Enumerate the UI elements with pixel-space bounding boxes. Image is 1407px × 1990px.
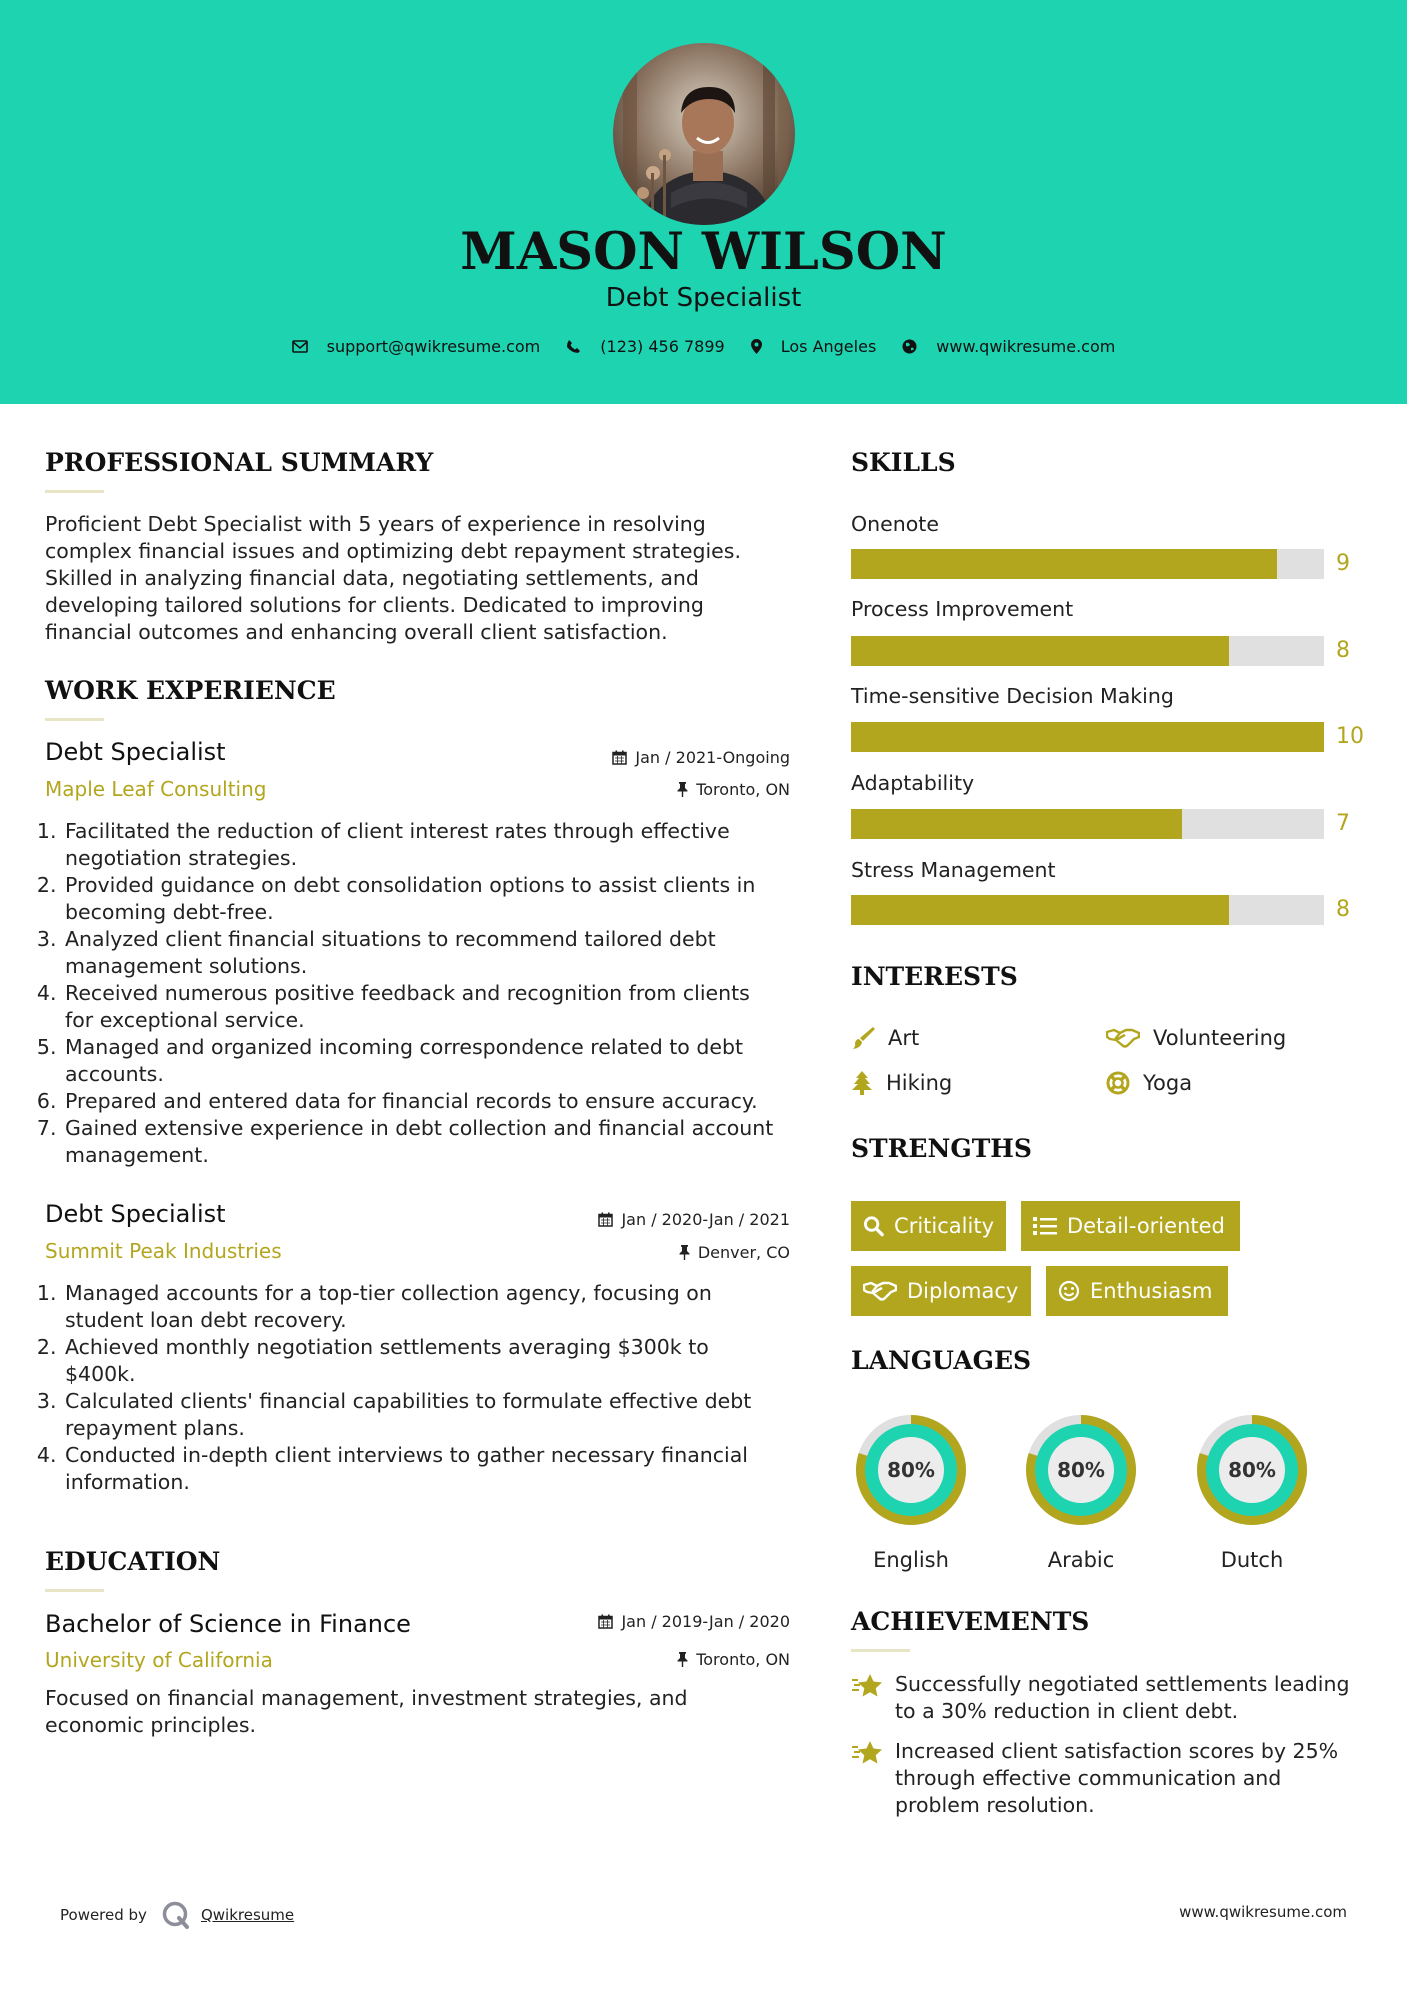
skill-name: Process Improvement [851, 597, 1074, 621]
interest-item [1106, 1026, 1286, 1050]
search-icon [863, 1215, 884, 1237]
calendar-icon [612, 750, 627, 765]
summary-heading: PROFESSIONAL SUMMARY [45, 448, 434, 477]
duty-item: 1. Managed accounts for a top-tier collection agency, focusing on student loan debt recovery. [63, 1280, 797, 1334]
contact-email[interactable] [292, 337, 541, 356]
achievement-item [851, 1671, 1371, 1725]
achievement-text: Increased client satisfaction scores by 25% through effective communication and problem resolution. [895, 1739, 1339, 1817]
skill-value: 9 [1336, 551, 1350, 576]
education-location-text: Toronto, ON [696, 1650, 790, 1669]
strength-badge [851, 1266, 1031, 1316]
contact-email-text: support@qwikresume.com [326, 337, 541, 356]
list-icon [1033, 1216, 1057, 1236]
summary-line: developing tailored solutions for clients. Dedicated to improving [45, 593, 704, 617]
calendar-icon [598, 1212, 613, 1227]
achievement-text: Successfully negotiated settlements leading to a 30% reduction in client debt. [895, 1672, 1350, 1723]
skill-value: 10 [1336, 724, 1364, 749]
skill-bar-track [851, 549, 1324, 579]
candidate-title: Debt Specialist [605, 283, 802, 313]
job-date-text: Jan / 2021-Ongoing [635, 748, 790, 767]
pushpin-icon [677, 782, 688, 797]
job-location [677, 780, 790, 799]
handshake-icon [863, 1280, 897, 1302]
skills-heading: SKILLS [851, 448, 956, 477]
summary-underline [45, 490, 104, 493]
duty-item: 3. Analyzed client financial situations to recommend tailored debt management solutions. [63, 926, 797, 980]
smile-icon [1058, 1280, 1080, 1302]
job-date [612, 748, 790, 767]
skill-bar-track [851, 809, 1324, 839]
job-duties [37, 818, 797, 1169]
contact-website[interactable] [902, 337, 1115, 356]
duty-item: 5. Managed and organized incoming correspondence related to debt accounts. [63, 1034, 797, 1088]
footer-website[interactable]: www.qwikresume.com [1179, 1903, 1347, 1921]
languages-heading: LANGUAGES [851, 1346, 1032, 1375]
duty-item: 7. Gained extensive experience in debt collection and financial account management. [63, 1115, 797, 1169]
education-heading: EDUCATION [45, 1547, 221, 1576]
duty-item: 4. Conducted in-depth client interviews to gather necessary financial information. [63, 1442, 797, 1496]
strength-label: Detail-oriented [1067, 1214, 1225, 1238]
skill-bar-fill [851, 549, 1277, 579]
language-percent: 80% [1228, 1458, 1276, 1482]
map-pin-icon [751, 339, 762, 354]
job-date-text: Jan / 2020-Jan / 2021 [621, 1210, 790, 1229]
skill-value: 8 [1336, 638, 1350, 663]
achievements-heading: ACHIEVEMENTS [851, 1607, 1090, 1636]
powered-by-label: Powered by [60, 1906, 147, 1924]
education-date [598, 1612, 790, 1631]
achievement-item [851, 1738, 1371, 1819]
job-location-text: Toronto, ON [696, 780, 790, 799]
language-ring-chart [849, 1408, 973, 1532]
duty-item: 1. Facilitated the reduction of client interest rates through effective negotiation strategies. [63, 818, 797, 872]
contact-phone-text: (123) 456 7899 [600, 337, 725, 356]
skill-bar-fill [851, 895, 1229, 925]
interest-item [851, 1071, 952, 1095]
strength-label: Diplomacy [907, 1279, 1019, 1303]
language-ring-chart [1019, 1408, 1143, 1532]
skill-bar-track [851, 722, 1324, 752]
job-location-text: Denver, CO [697, 1243, 790, 1262]
education-degree: Bachelor of Science in Finance [45, 1610, 411, 1638]
envelope-icon [292, 340, 308, 353]
language-name: Dutch [1220, 1548, 1284, 1572]
experience-underline [45, 718, 104, 721]
job-duties [37, 1280, 797, 1496]
interest-label: Hiking [886, 1071, 953, 1095]
strength-label: Enthusiasm [1090, 1279, 1213, 1303]
skill-name: Time-sensitive Decision Making [851, 684, 1174, 708]
interest-label: Yoga [1143, 1071, 1193, 1095]
achievements-underline [851, 1649, 910, 1652]
skill-bar-fill [851, 722, 1324, 752]
language-percent: 80% [887, 1458, 935, 1482]
contact-location [751, 337, 877, 356]
language-name: English [873, 1548, 949, 1572]
contact-location-text: Los Angeles [780, 337, 877, 356]
experience-heading: WORK EXPERIENCE [45, 676, 336, 705]
duty-item: 4. Received numerous positive feedback and recognition from clients for exceptional service. [63, 980, 797, 1034]
contact-website-text: www.qwikresume.com [936, 337, 1116, 356]
education-underline [45, 1589, 104, 1592]
language-item [1190, 1408, 1314, 1572]
summary-line: Proficient Debt Specialist with 5 years of experience in resolving [45, 512, 706, 536]
contact-phone[interactable] [566, 337, 724, 356]
education-date-text: Jan / 2019-Jan / 2020 [621, 1612, 790, 1631]
duty-item: 6. Prepared and entered data for financial records to ensure accuracy. [63, 1088, 797, 1115]
phone-icon [566, 339, 581, 354]
education-line: Focused on financial management, investment strategies, and [45, 1686, 688, 1710]
summary-line: financial outcomes and enhancing overall client satisfaction. [45, 620, 668, 644]
language-ring-chart [1190, 1408, 1314, 1532]
job-company: Maple Leaf Consulting [45, 777, 267, 801]
candidate-name: MASON WILSON [460, 222, 947, 282]
strengths-heading: STRENGTHS [851, 1134, 1032, 1163]
summary-line: complex financial issues and optimizing debt repayment strategies. [45, 539, 741, 563]
qwikresume-logo-icon [161, 1900, 191, 1930]
tree-icon [851, 1071, 873, 1095]
interest-label: Volunteering [1153, 1026, 1287, 1050]
skill-value: 8 [1336, 897, 1350, 922]
pushpin-icon [677, 1652, 688, 1667]
qwikresume-link[interactable]: Qwikresume [200, 1906, 295, 1924]
duty-item: 3. Calculated clients' financial capabilities to formulate effective debt repayment plans. [63, 1388, 797, 1442]
star-award-icon [851, 1673, 883, 1699]
interest-label: Art [888, 1026, 920, 1050]
lifebuoy-icon [1106, 1071, 1130, 1095]
star-award-icon [851, 1740, 883, 1766]
skill-bar-fill [851, 809, 1182, 839]
job-date [598, 1210, 790, 1229]
skill-name: Stress Management [851, 858, 1056, 882]
summary-text [45, 511, 785, 646]
skill-bar-fill [851, 636, 1229, 666]
skill-value: 7 [1336, 811, 1350, 836]
interests-heading: INTERESTS [851, 962, 1018, 991]
education-school: University of California [45, 1648, 273, 1672]
skill-bar-track [851, 636, 1324, 666]
job-role: Debt Specialist [45, 738, 226, 766]
language-name: Arabic [1047, 1548, 1115, 1572]
globe-icon [902, 339, 917, 354]
skill-bar-track [851, 895, 1324, 925]
skill-name: Onenote [851, 512, 939, 536]
skill-name: Adaptability [851, 771, 975, 795]
language-item [849, 1408, 973, 1572]
strength-label: Criticality [894, 1214, 994, 1238]
resume-header [0, 0, 1407, 404]
profile-photo-image [613, 43, 795, 225]
duty-item: 2. Achieved monthly negotiation settlements averaging $300k to $400k. [63, 1334, 797, 1388]
summary-line: Skilled in analyzing financial data, negotiating settlements, and [45, 566, 699, 590]
language-item [1019, 1408, 1143, 1572]
job-company: Summit Peak Industries [45, 1239, 282, 1263]
job-role: Debt Specialist [45, 1200, 226, 1228]
duty-item: 2. Provided guidance on debt consolidation options to assist clients in becoming debt-free. [63, 872, 797, 926]
education-location [677, 1650, 790, 1669]
interest-item [851, 1026, 919, 1050]
education-line: economic principles. [45, 1713, 257, 1737]
strength-badge [851, 1201, 1006, 1251]
strength-badge [1021, 1201, 1240, 1251]
contact-bar [0, 337, 1407, 356]
footer-powered-by [60, 1900, 294, 1930]
job-location [679, 1243, 790, 1262]
education-description [45, 1685, 785, 1739]
handshake-icon [1106, 1027, 1140, 1049]
pushpin-icon [679, 1245, 690, 1260]
calendar-icon [598, 1614, 613, 1629]
paintbrush-icon [851, 1026, 875, 1050]
strength-badge [1046, 1266, 1228, 1316]
language-percent: 80% [1057, 1458, 1105, 1482]
interest-item [1106, 1071, 1192, 1095]
profile-photo [613, 43, 795, 225]
